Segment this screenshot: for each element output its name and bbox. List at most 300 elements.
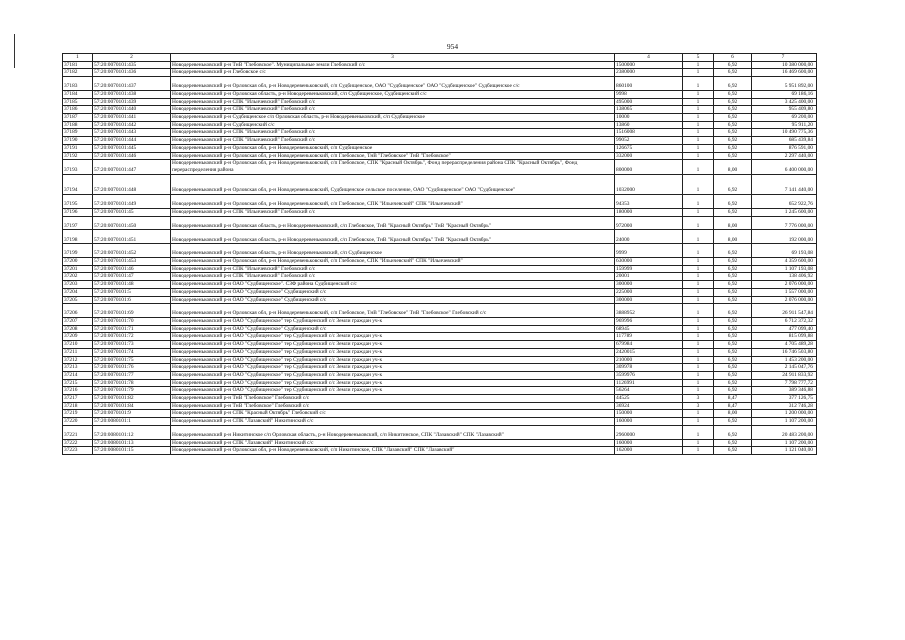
cell-row-number: 37189 — [63, 129, 93, 137]
cell-cadastral-number: 57:20:0070101:443 — [93, 129, 171, 137]
cell-value: 2 076 000,00 — [752, 296, 817, 304]
cell-value: 4 705 489,28 — [752, 341, 817, 349]
table-row — [63, 418, 817, 426]
cell-location: Новодеревеньковский р-н Никитинское с/п Орловская область, р-н Новодеревеньковский, с/п Никитинское, СПК "Лазавский" СПК "Лазавский" — [171, 425, 615, 439]
cell-cadastral-number: 57:20:0070101:439 — [93, 98, 171, 106]
cell-area: 2380000 — [615, 69, 683, 77]
table-row — [63, 371, 817, 379]
cell-col-6: 6,92 — [714, 90, 752, 98]
cell-col-5: 1 — [683, 137, 714, 145]
cell-col-6: 6,92 — [714, 288, 752, 296]
cell-col-5: 3 — [683, 395, 714, 403]
cell-col-6: 6,92 — [714, 348, 752, 356]
cell-col-6: 6,92 — [714, 356, 752, 364]
land-cadastre-table — [62, 53, 817, 455]
cell-area: 860100 — [615, 77, 683, 91]
cell-row-number: 37208 — [63, 325, 93, 333]
cell-area: 332000 — [615, 152, 683, 160]
table-row — [63, 244, 817, 258]
cell-col-5: 1 — [683, 418, 714, 426]
cell-col-5: 1 — [683, 174, 714, 195]
cell-area: 210000 — [615, 356, 683, 364]
cell-row-number: 37212 — [63, 356, 93, 364]
cell-col-6: 8,00 — [714, 160, 752, 174]
cell-cadastral-number: 57:20:0070101:82 — [93, 395, 171, 403]
cell-value: 6 400 000,00 — [752, 160, 817, 174]
table-row — [63, 439, 817, 447]
table-row — [63, 356, 817, 364]
cell-col-6: 6,92 — [714, 379, 752, 387]
cell-col-5: 1 — [683, 90, 714, 98]
table-row — [63, 121, 817, 129]
cell-value: 69 200,00 — [752, 114, 817, 122]
table-row — [63, 447, 817, 455]
cell-row-number: 37197 — [63, 216, 93, 230]
cell-row-number: 37216 — [63, 387, 93, 395]
cell-row-number: 37188 — [63, 121, 93, 129]
cell-value: 5 951 892,00 — [752, 77, 817, 91]
cell-area: 117789 — [615, 333, 683, 341]
cell-location: Новодеревеньковский р-н Орловская обл, р-н Новодеревеньковский, с/п Никитинское, СПК "Лазавский" СПК "Лазавский" — [171, 447, 615, 455]
cell-value: 16 746 503,80 — [752, 348, 817, 356]
cell-row-number: 37196 — [63, 208, 93, 216]
table-row — [63, 395, 817, 403]
cell-cadastral-number: 57:20:0070101:448 — [93, 174, 171, 195]
cell-col-5: 1 — [683, 77, 714, 91]
cell-area: 20001 — [615, 273, 683, 281]
cell-col-6: 6,92 — [714, 152, 752, 160]
cell-location: Новодеревеньковский р-н СПК "Красный Октябрь" Глебовский с/с — [171, 410, 615, 418]
header-col-6: 6 — [714, 54, 752, 62]
cell-area: 800000 — [615, 160, 683, 174]
table-row — [63, 402, 817, 410]
cell-cadastral-number: 57:20:0070101:438 — [93, 90, 171, 98]
cell-cadastral-number: 57:20:0070101:48 — [93, 281, 171, 289]
cell-location: Новодеревеньковский р-н Глебовское с/с — [171, 69, 615, 77]
cell-value: 377 126,75 — [752, 395, 817, 403]
cell-col-5: 1 — [683, 364, 714, 372]
cell-col-5: 1 — [683, 121, 714, 129]
cell-cadastral-number: 57:20:0070101:449 — [93, 195, 171, 209]
table-row — [63, 152, 817, 160]
cell-location: Новодеревеньковский р-н СПК "Ильичевский" Глебовский с/с — [171, 273, 615, 281]
cell-value: 6 712 372,32 — [752, 318, 817, 326]
cell-row-number: 37181 — [63, 61, 93, 69]
cell-col-5: 1 — [683, 144, 714, 152]
table-row — [63, 410, 817, 418]
cell-area: 9998 — [615, 90, 683, 98]
cell-cadastral-number: 57:20:0080101:15 — [93, 447, 171, 455]
cell-row-number: 37204 — [63, 288, 93, 296]
cell-value: 1 121 040,00 — [752, 447, 817, 455]
cell-col-5: 1 — [683, 288, 714, 296]
cell-col-6: 6,92 — [714, 318, 752, 326]
cell-col-6: 6,92 — [714, 296, 752, 304]
cell-col-5: 1 — [683, 341, 714, 349]
cell-col-5: 1 — [683, 244, 714, 258]
cell-location: Новодеревеньковский р-н Орловская обл, р-н Новодеревеньковский, с/п Глебовское, СПК "Ильичевский" СПК "Ильичевский" — [171, 195, 615, 209]
cell-area: 160000 — [615, 418, 683, 426]
cell-row-number: 37218 — [63, 402, 93, 410]
cell-col-6: 6,92 — [714, 371, 752, 379]
cell-col-5: 1 — [683, 69, 714, 77]
cell-cadastral-number: 57:20:0080101:13 — [93, 439, 171, 447]
cell-area: 44525 — [615, 395, 683, 403]
cell-cadastral-number: 57:20:0070101:436 — [93, 69, 171, 77]
cell-row-number: 37183 — [63, 77, 93, 91]
table-row — [63, 106, 817, 114]
cell-cadastral-number: 57:20:0070101:451 — [93, 230, 171, 244]
table-row — [63, 387, 817, 395]
cell-area: 300000 — [615, 281, 683, 289]
table-row — [63, 61, 817, 69]
table-header-row — [63, 54, 817, 62]
table-row — [63, 265, 817, 273]
cell-area: 225000 — [615, 288, 683, 296]
cell-value: 685 439,84 — [752, 137, 817, 145]
cell-area: 150000 — [615, 410, 683, 418]
cell-row-number: 37198 — [63, 230, 93, 244]
table-row — [63, 90, 817, 98]
cell-col-5: 1 — [683, 152, 714, 160]
cell-row-number: 37201 — [63, 265, 93, 273]
cell-row-number: 37190 — [63, 137, 93, 145]
cell-col-6: 8,47 — [714, 395, 752, 403]
cell-location: Новодеревеньковский р-н ОАО "Судбищенское" Судбищенский с/с — [171, 325, 615, 333]
cell-location: Новодеревеньковский р-н ОАО "Судбищенское" тер Судбищенский с/с Земли граждан уч-к — [171, 371, 615, 379]
table-row — [63, 341, 817, 349]
table-row — [63, 137, 817, 145]
table-row — [63, 114, 817, 122]
cell-location: Новодеревеньковский р-н ОАО "Судбищенское" тер Судбищенский с/с Земли граждан уч-к — [171, 333, 615, 341]
cell-row-number: 37185 — [63, 98, 93, 106]
table-row — [63, 216, 817, 230]
cell-col-5: 1 — [683, 296, 714, 304]
cell-col-5: 1 — [683, 333, 714, 341]
cell-cadastral-number: 57:20:0070101:47 — [93, 273, 171, 281]
cell-area: 309978 — [615, 364, 683, 372]
cell-col-5: 1 — [683, 304, 714, 318]
cell-row-number: 37205 — [63, 296, 93, 304]
cell-col-6: 6,92 — [714, 387, 752, 395]
cell-area: 679984 — [615, 341, 683, 349]
cell-col-6: 6,92 — [714, 77, 752, 91]
cell-location: Новодеревеньковский р-н Орловская обл, р-н Новодеревеньковский, с/п Глебовское, ТнВ "Глебовское" ТнВ "Глебовское" — [171, 152, 615, 160]
table-row — [63, 304, 817, 318]
cell-row-number: 37211 — [63, 348, 93, 356]
cell-area: 94353 — [615, 195, 683, 209]
cell-area: 3599976 — [615, 371, 683, 379]
cell-value: 138 406,92 — [752, 273, 817, 281]
cell-cadastral-number: 57:20:0070101:440 — [93, 106, 171, 114]
cell-cadastral-number: 57:20:0070101:9 — [93, 410, 171, 418]
cell-cadastral-number: 57:20:0070101:5 — [93, 288, 171, 296]
cell-area: 138065 — [615, 106, 683, 114]
cell-value: 69 193,08 — [752, 244, 817, 258]
cell-location: Новодеревеньковский р-н СПК "Ильичевский" Глебовский с/с — [171, 208, 615, 216]
cell-location: Новодеревеньковский р-н СПК "Лазавский" Никитинский с/с — [171, 439, 615, 447]
header-col-5: 5 — [683, 54, 714, 62]
cell-area: 162000 — [615, 447, 683, 455]
cell-col-6: 6,92 — [714, 208, 752, 216]
cell-location: Новодеревеньковский р-н Орловская обл, р-н Новодеревеньковский, с/п Судбищенское, ОАО "Судбищенское" ОАО "Судбищенское" Судбищенское с/с — [171, 77, 615, 91]
cell-row-number: 37182 — [63, 69, 93, 77]
cell-col-6: 8,00 — [714, 410, 752, 418]
cell-area: 9999 — [615, 244, 683, 258]
cell-row-number: 37184 — [63, 90, 93, 98]
table-row — [63, 273, 817, 281]
cell-col-5: 1 — [683, 273, 714, 281]
cell-cadastral-number: 57:20:0070101:69 — [93, 304, 171, 318]
cell-value: 10 490 775,36 — [752, 129, 817, 137]
cell-col-6: 6,92 — [714, 98, 752, 106]
cell-row-number: 37223 — [63, 447, 93, 455]
cell-col-5: 1 — [683, 160, 714, 174]
table-row — [63, 144, 817, 152]
cell-location: Новодеревеньковский р-н Судбищенский с/с — [171, 121, 615, 129]
cell-cadastral-number: 57:20:0070101:437 — [93, 77, 171, 91]
cell-col-5: 1 — [683, 425, 714, 439]
cell-cadastral-number: 57:20:0070101:73 — [93, 341, 171, 349]
cell-col-5: 1 — [683, 61, 714, 69]
cell-col-6: 6,92 — [714, 325, 752, 333]
cell-area: 126675 — [615, 144, 683, 152]
cell-row-number: 37217 — [63, 395, 93, 403]
cell-col-6: 8,00 — [714, 230, 752, 244]
cell-location: Новодеревеньковский р-н Орловская область, р-н Новодеревеньковский, с/п Судбищенское, Судбищенский с/с — [171, 90, 615, 98]
cell-row-number: 37207 — [63, 318, 93, 326]
cell-value: 7 798 777,72 — [752, 379, 817, 387]
cell-cadastral-number: 57:20:0070101:441 — [93, 114, 171, 122]
cell-col-6: 6,92 — [714, 69, 752, 77]
cell-location: Новодеревеньковский р-н Орловская область, р-н Новодеревеньковский, с/п Глебовское, ТнВ "Красный Октябрь" ТнВ "Красный Октябрь" — [171, 216, 615, 230]
cell-area: 2420015 — [615, 348, 683, 356]
cell-col-5: 1 — [683, 258, 714, 266]
cell-area: 972000 — [615, 216, 683, 230]
cell-col-6: 6,92 — [714, 174, 752, 195]
cell-area: 1516008 — [615, 129, 683, 137]
cell-value: 876 591,00 — [752, 144, 817, 152]
cell-col-6: 6,92 — [714, 425, 752, 439]
cell-col-6: 6,92 — [714, 114, 752, 122]
cell-cadastral-number: 57:20:0080101:1 — [93, 418, 171, 426]
cell-col-5: 1 — [683, 114, 714, 122]
table-row — [63, 98, 817, 106]
table-row — [63, 129, 817, 137]
cell-row-number: 37193 — [63, 160, 93, 174]
header-col-1: 1 — [63, 54, 93, 62]
cell-cadastral-number: 57:20:0070101:71 — [93, 325, 171, 333]
cell-value: 7 141 440,00 — [752, 174, 817, 195]
cell-value: 815 099,88 — [752, 333, 817, 341]
cell-area: 160000 — [615, 439, 683, 447]
cell-value: 192 000,00 — [752, 230, 817, 244]
cell-area: 68945 — [615, 325, 683, 333]
cell-row-number: 37209 — [63, 333, 93, 341]
cell-col-5: 1 — [683, 387, 714, 395]
cell-col-5: 1 — [683, 356, 714, 364]
cell-location: Новодеревеньковский р-н ОАО "Судбищенское" тер Судбищенский с/с Земли граждан уч-к — [171, 356, 615, 364]
cell-row-number: 37210 — [63, 341, 93, 349]
margin-mark — [14, 34, 15, 68]
cell-location: Новодеревеньковский р-н Орловская обл, р-н Новодеревеньковский, с/п Глебовское, СПК "Ильичевский" СПК "Ильичевский" — [171, 258, 615, 266]
cell-cadastral-number: 57:20:0070101:450 — [93, 216, 171, 230]
cell-value: 955 409,80 — [752, 106, 817, 114]
table-row — [63, 288, 817, 296]
cell-location: Новодеревеньковский р-н Орловская обл, р-н Новодеревеньковский, Судбищенское сельское поселение, ОАО "Судбищенское" ОАО "Судбищенское" — [171, 174, 615, 195]
cell-area: 36924 — [615, 402, 683, 410]
table-row — [63, 296, 817, 304]
cell-col-6: 6,92 — [714, 447, 752, 455]
table-row — [63, 174, 817, 195]
cell-col-6: 8,47 — [714, 402, 752, 410]
cell-cadastral-number: 57:20:0070101:79 — [93, 387, 171, 395]
cell-col-5: 1 — [683, 98, 714, 106]
table-row — [63, 160, 817, 174]
cell-location: Новодеревеньковский р-н ОАО "Судбищенское" тер Судбищенский с/с Земли граждан уч-к — [171, 318, 615, 326]
cell-location: Новодеревеньковский р-н ОАО "Судбищенское" тер Судбищенский с/с Земли граждан уч-к — [171, 387, 615, 395]
header-col-4: 4 — [615, 54, 683, 62]
cell-col-5: 1 — [683, 348, 714, 356]
cell-col-6: 6,92 — [714, 195, 752, 209]
cell-row-number: 37203 — [63, 281, 93, 289]
table-row — [63, 425, 817, 439]
cell-row-number: 37213 — [63, 364, 93, 372]
cell-location: Новодеревеньковский р-н ТнВ "Глебовское". Муниципальные земли Глебовский с/с — [171, 61, 615, 69]
cell-row-number: 37214 — [63, 371, 93, 379]
cell-area: 99052 — [615, 137, 683, 145]
cell-col-5: 1 — [683, 230, 714, 244]
cell-col-5: 1 — [683, 281, 714, 289]
cell-location: Новодеревеньковский р-н СПК "Ильичевский" Глебовский с/с — [171, 129, 615, 137]
cell-col-6: 6,92 — [714, 244, 752, 258]
cell-row-number: 37194 — [63, 174, 93, 195]
cell-cadastral-number: 57:20:0070101:76 — [93, 364, 171, 372]
cell-col-5: 1 — [683, 195, 714, 209]
cell-value: 652 922,76 — [752, 195, 817, 209]
cell-area: 1500000 — [615, 61, 683, 69]
cell-area: 159999 — [615, 265, 683, 273]
page-number: 954 — [446, 42, 459, 51]
table-body — [63, 61, 817, 454]
cell-col-5: 1 — [683, 439, 714, 447]
cell-cadastral-number: 57:20:0070101:72 — [93, 333, 171, 341]
cell-location: Новодеревеньковский р-н СПК "Ильичевский" Глебовский с/с — [171, 137, 615, 145]
cell-value: 2 297 440,00 — [752, 152, 817, 160]
cell-col-6: 6,92 — [714, 364, 752, 372]
cell-location: Новодеревеньковский р-н ТнВ "Глебовское" Глебовский с/с — [171, 402, 615, 410]
cell-location: Новодеревеньковский р-н СПК "Ильичевский" Глебовский с/с — [171, 265, 615, 273]
cell-value: 389 346,88 — [752, 387, 817, 395]
cell-value: 1 453 200,00 — [752, 356, 817, 364]
cell-value: 1 557 000,00 — [752, 288, 817, 296]
header-col-3: 3 — [171, 54, 615, 62]
cell-row-number: 37191 — [63, 144, 93, 152]
cell-value: 26 911 547,84 — [752, 304, 817, 318]
cell-location: Новодеревеньковский р-н Орловская область, р-н Новодеревеньковский, с/п Судбищенское — [171, 244, 615, 258]
cell-value: 16 469 600,00 — [752, 69, 817, 77]
table-row — [63, 258, 817, 266]
table-row — [63, 333, 817, 341]
table-row — [63, 195, 817, 209]
cell-col-6: 6,92 — [714, 333, 752, 341]
cell-cadastral-number: 57:20:0080101:12 — [93, 425, 171, 439]
cell-area: 56264 — [615, 387, 683, 395]
cell-col-6: 6,92 — [714, 144, 752, 152]
cell-location: Новодеревеньковский р-н ОАО "Судбищенское". СЗФ района Судбищенский с/с — [171, 281, 615, 289]
cell-cadastral-number: 57:20:0070101:45 — [93, 208, 171, 216]
cell-value: 10 380 000,00 — [752, 61, 817, 69]
cell-value: 2 145 047,76 — [752, 364, 817, 372]
table-row — [63, 208, 817, 216]
cell-value: 7 776 000,00 — [752, 216, 817, 230]
cell-value: 24 911 833,92 — [752, 371, 817, 379]
table-row — [63, 364, 817, 372]
cell-location: Новодеревеньковский р-н ОАО "Судбищенское" тер Судбищенский с/с Земли граждан уч-к — [171, 364, 615, 372]
header-col-7: 7 — [752, 54, 817, 62]
cell-area: 1032000 — [615, 174, 683, 195]
cell-cadastral-number: 57:20:0070101:77 — [93, 371, 171, 379]
cell-col-6: 6,92 — [714, 106, 752, 114]
table-row — [63, 325, 817, 333]
cell-value: 2 076 000,00 — [752, 281, 817, 289]
cell-location: Новодеревеньковский р-н ТнВ "Глебовское" Глебовский с/с — [171, 395, 615, 403]
cell-area: 969996 — [615, 318, 683, 326]
cell-col-6: 6,92 — [714, 273, 752, 281]
cell-row-number: 37215 — [63, 379, 93, 387]
cell-value: 3 425 400,00 — [752, 98, 817, 106]
cell-row-number: 37221 — [63, 425, 93, 439]
cell-area: 495000 — [615, 98, 683, 106]
cell-col-5: 1 — [683, 129, 714, 137]
cell-location: Новодеревеньковский р-н Орловская область, р-н Новодеревеньковский, с/п Глебовское, ТнВ "Красный Октябрь" ТнВ "Красный Октябрь" — [171, 230, 615, 244]
cell-col-6: 6,92 — [714, 258, 752, 266]
cell-location: Новодеревеньковский р-н ОАО "Судбищенское" тер Судбищенский с/с Земли граждан уч-к — [171, 348, 615, 356]
cell-row-number: 37195 — [63, 195, 93, 209]
cell-value: 1 245 600,00 — [752, 208, 817, 216]
cell-col-6: 6,92 — [714, 281, 752, 289]
cell-col-5: 1 — [683, 265, 714, 273]
table-row — [63, 318, 817, 326]
cell-col-5: 1 — [683, 318, 714, 326]
cell-cadastral-number: 57:20:0070101:446 — [93, 152, 171, 160]
table-row — [63, 230, 817, 244]
cell-col-5: 1 — [683, 371, 714, 379]
cell-value: 477 099,40 — [752, 325, 817, 333]
header-col-2: 2 — [93, 54, 171, 62]
cell-cadastral-number: 57:20:0070101:452 — [93, 244, 171, 258]
cell-col-5: 1 — [683, 379, 714, 387]
cell-row-number: 37222 — [63, 439, 93, 447]
cell-col-5: 1 — [683, 216, 714, 230]
cell-cadastral-number: 57:20:0070101:84 — [93, 402, 171, 410]
table-row — [63, 281, 817, 289]
cell-location: Новодеревеньковский р-н ОАО "Судбищенское" тер Судбищенский с/с Земли граждан уч-к — [171, 341, 615, 349]
cell-row-number: 37206 — [63, 304, 93, 318]
cell-col-6: 6,92 — [714, 265, 752, 273]
cell-value: 69 186,16 — [752, 90, 817, 98]
cell-col-6: 6,92 — [714, 304, 752, 318]
cell-location: Новодеревеньковский р-н Орловская обл, р-н Новодеревеньковский, с/п Глебовское, ТнВ "Глебовское" ТнВ "Глебовское" Глебовский с/с — [171, 304, 615, 318]
cell-row-number: 37187 — [63, 114, 93, 122]
cell-location: Новодеревеньковский р-н СПК "Ильичевский" Глебовский с/с — [171, 98, 615, 106]
cell-value: 20 483 200,00 — [752, 425, 817, 439]
cell-area: 180000 — [615, 208, 683, 216]
cell-col-6: 6,92 — [714, 341, 752, 349]
cell-col-6: 8,00 — [714, 216, 752, 230]
cell-area: 630000 — [615, 258, 683, 266]
cell-cadastral-number: 57:20:0070101:453 — [93, 258, 171, 266]
